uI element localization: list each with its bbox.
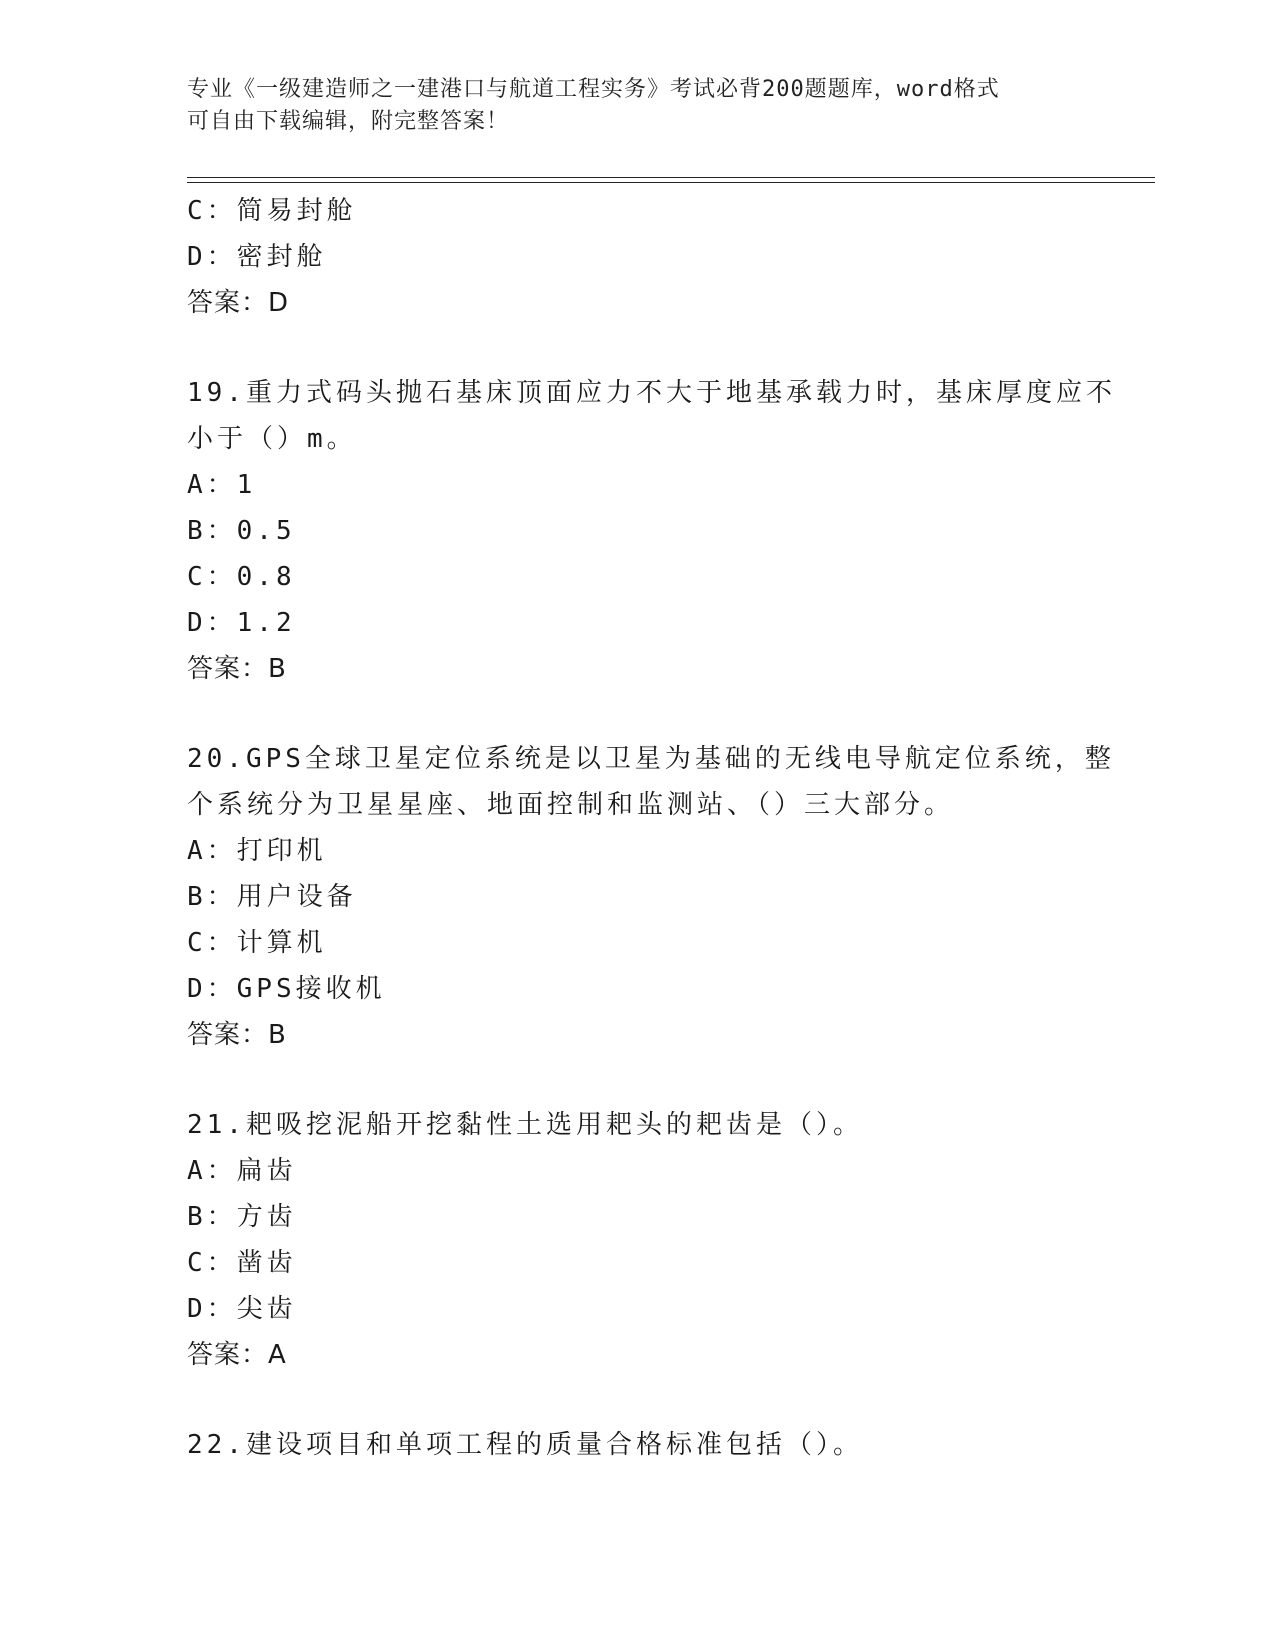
option-b: B：用户设备 xyxy=(187,882,357,912)
option-b: B：0.5 xyxy=(187,516,296,546)
answer: 答案：B xyxy=(187,1020,287,1050)
answer: 答案：B xyxy=(187,654,287,684)
question-21 xyxy=(187,1102,1087,1378)
spacer xyxy=(187,1058,1087,1102)
header-rule-bottom xyxy=(187,182,1155,183)
option-d: D：GPS接收机 xyxy=(187,974,386,1004)
option-a: A：打印机 xyxy=(187,836,327,866)
spacer xyxy=(187,326,1087,370)
option-c: C：凿齿 xyxy=(187,1248,297,1278)
option-a: A：扁齿 xyxy=(187,1156,297,1186)
question-18-tail xyxy=(187,188,1087,326)
answer: 答案：D xyxy=(187,288,290,318)
question-stem: 20.GPS全球卫星定位系统是以卫星为基础的无线电导航定位系统，整 xyxy=(187,744,1115,774)
option-d: D：密封舱 xyxy=(187,242,327,272)
question-stem-continued: 小于（）m。 xyxy=(187,424,357,454)
option-c: C：计算机 xyxy=(187,928,327,958)
question-stem: 19.重力式码头抛石基床顶面应力不大于地基承载力时，基床厚度应不 xyxy=(187,378,1116,408)
option-d: D：1.2 xyxy=(187,608,296,638)
header-line-1: 专业《一级建造师之一建港口与航道工程实务》考试必背200题题库，word格式 xyxy=(187,77,1000,102)
question-stem: 22.建设项目和单项工程的质量合格标准包括（）。 xyxy=(187,1430,863,1460)
option-c: C：简易封舱 xyxy=(187,196,357,226)
option-d: D：尖齿 xyxy=(187,1294,297,1324)
question-19 xyxy=(187,370,1116,692)
question-22 xyxy=(187,1422,1087,1468)
question-stem: 21.耙吸挖泥船开挖黏性土选用耙头的耙齿是（）。 xyxy=(187,1110,863,1140)
header-rule-top xyxy=(187,177,1155,178)
option-b: B：方齿 xyxy=(187,1202,297,1232)
option-a: A：1 xyxy=(187,470,257,500)
answer: 答案：A xyxy=(187,1340,287,1370)
header-line-2: 可自由下载编辑，附完整答案！ xyxy=(187,109,510,134)
question-list xyxy=(187,188,1116,1468)
document-header xyxy=(187,74,1087,138)
option-c: C：0.8 xyxy=(187,562,296,592)
spacer xyxy=(187,1378,1087,1422)
question-20 xyxy=(187,736,1115,1058)
question-stem-continued: 个系统分为卫星星座、地面控制和监测站、（）三大部分。 xyxy=(187,790,955,820)
spacer xyxy=(187,692,1087,736)
